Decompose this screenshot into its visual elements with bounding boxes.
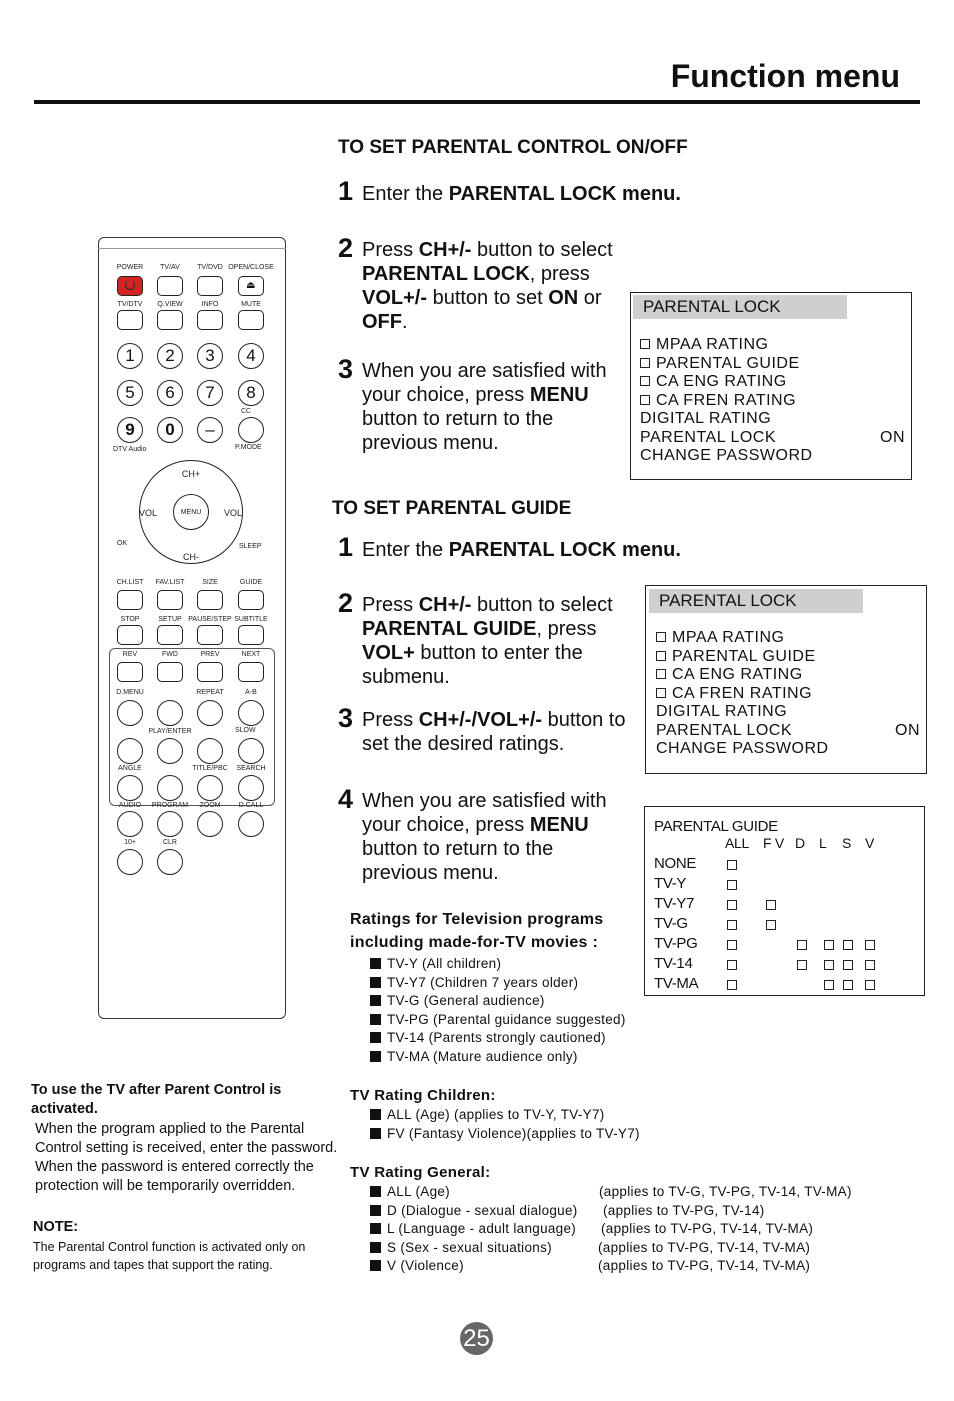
checkbox-icon [656, 669, 666, 679]
remote-button[interactable] [157, 662, 183, 682]
power-icon [125, 280, 135, 290]
remote-label: INFO [201, 301, 219, 308]
guide-title: PARENTAL GUIDE [654, 818, 778, 835]
section-heading-guide: TO SET PARENTAL GUIDE [332, 498, 572, 519]
page-title: Function menu [670, 58, 900, 94]
parental-guide-box [644, 806, 925, 996]
remote-button[interactable] [157, 276, 183, 296]
remote-button[interactable] [197, 625, 223, 645]
remote-button[interactable] [157, 811, 183, 837]
list-item: TV-14 (Parents strongly cautioned) [370, 1029, 626, 1048]
list-item: ALL (Age) (applies to TV-G, TV-PG, TV-14, TV-MA) [370, 1183, 890, 1202]
bullet-icon [370, 1014, 381, 1025]
remote-button[interactable] [117, 849, 143, 875]
remote-button[interactable] [157, 310, 183, 330]
guide-checkbox[interactable] [766, 900, 776, 910]
remote-label: VOL [223, 508, 242, 518]
checkbox-icon [640, 376, 650, 386]
remote-label: STOP [120, 616, 140, 623]
children-list [370, 1106, 640, 1143]
remote-label: SETUP [158, 616, 182, 623]
digit-button[interactable]: 3 [197, 343, 223, 369]
remote-label: AUDIO [118, 802, 142, 809]
remote-button[interactable] [117, 700, 143, 726]
checkbox-icon [656, 632, 666, 642]
remote-label: SUBTITLE [234, 616, 268, 623]
guide-column-header: L [819, 835, 827, 851]
guide-column-header: D [795, 835, 805, 851]
bullet-icon [370, 1205, 381, 1216]
bullet-icon [370, 1242, 381, 1253]
remote-label: OK [117, 540, 128, 547]
bullet-icon [370, 1186, 381, 1197]
guide-checkbox[interactable] [727, 980, 737, 990]
remote-label: CH.LIST [116, 579, 144, 586]
bullet-icon [370, 1128, 381, 1139]
up-button[interactable] [157, 700, 183, 726]
remote-button[interactable] [238, 738, 264, 764]
bullet-icon [370, 1109, 381, 1120]
remote-label: CC [241, 408, 252, 415]
guide-checkbox[interactable] [824, 960, 834, 970]
remote-button[interactable] [117, 775, 143, 801]
remote-button[interactable] [157, 849, 183, 875]
step-number: 3 [338, 703, 354, 733]
bullet-icon [370, 1223, 381, 1234]
remote-label: 10+ [124, 839, 136, 846]
guide-row-label: TV-MA [654, 975, 699, 992]
remote-label: PAUSE/STEP [188, 616, 232, 623]
checkbox-icon [656, 688, 666, 698]
guide-column-header: V [865, 835, 875, 851]
remote-button[interactable] [238, 700, 264, 726]
remote-label: REPEAT [196, 689, 224, 696]
menu-item: PARENTAL GUIDE [656, 648, 920, 667]
left-note-heading: To use the TV after Parent Control is activated. [31, 1082, 282, 1117]
remote-button[interactable] [238, 276, 264, 296]
step-number: 1 [338, 176, 354, 206]
remote-label: TV/AV [160, 264, 180, 271]
remote-label: TITLE/PBC [192, 765, 228, 772]
checkbox-icon [640, 339, 650, 349]
note-label: NOTE: [33, 1219, 79, 1235]
menu-item: CHANGE PASSWORD [656, 740, 829, 757]
children-heading: TV Rating Children: [350, 1087, 496, 1104]
bullet-icon [370, 1032, 381, 1043]
step-text: When you are satisfied with your choice, press MENU button to return to the previous menu. [362, 360, 607, 454]
general-heading: TV Rating General: [350, 1164, 491, 1181]
guide-checkbox[interactable] [727, 960, 737, 970]
enter-button[interactable] [157, 738, 183, 764]
remote-label: OPEN/CLOSE [228, 264, 274, 271]
remote-label: FAV.LIST [155, 579, 185, 586]
page-number: 25 [460, 1322, 493, 1355]
remote-label: A-B [245, 689, 257, 696]
list-item: TV-G (General audience) [370, 992, 626, 1011]
remote-label: DTV Audio [113, 446, 147, 453]
remote-button[interactable] [197, 775, 223, 801]
guide-checkbox[interactable] [797, 940, 807, 950]
left-note-body: When the program applied to the Parental Control setting is received, enter the password. When the password is entered correctly the protection will be temporarily overridden. [35, 1121, 338, 1194]
digit-button[interactable]: 7 [197, 380, 223, 406]
list-item: ALL (Age) (applies to TV-Y, TV-Y7) [370, 1106, 640, 1125]
guide-row-label: NONE [654, 855, 697, 872]
remote-button[interactable] [117, 310, 143, 330]
remote-label: PREV [200, 651, 220, 658]
menu-item: CA ENG RATING [656, 666, 920, 685]
menu-item: MPAA RATING [656, 629, 920, 648]
remote-label: SLEEP [239, 543, 262, 550]
menu-item: CA ENG RATING [640, 373, 905, 392]
step-text: Enter the PARENTAL LOCK menu. [362, 183, 681, 205]
remote-button[interactable] [197, 310, 223, 330]
step-text: Press CH+/-/VOL+/- button to set the desired ratings. [362, 709, 626, 755]
menu-item: CA FREN RATING [640, 392, 905, 411]
remote-button[interactable] [197, 700, 223, 726]
remote-label: D.CALL [238, 802, 264, 809]
menu-item: DIGITAL RATING [640, 410, 772, 427]
step-number: 3 [338, 354, 354, 384]
remote-button[interactable] [238, 625, 264, 645]
note-body: The Parental Control function is activated only on programs and tapes that support the rating. [33, 1240, 306, 1272]
menu-item: PARENTAL GUIDE [640, 355, 905, 374]
bullet-icon [370, 1051, 381, 1062]
remote-label: CLR [162, 839, 177, 846]
bullet-icon [370, 958, 381, 969]
menu-box-header: PARENTAL LOCK [649, 589, 863, 613]
checkbox-icon [656, 651, 666, 661]
menu-item: CHANGE PASSWORD [640, 447, 813, 464]
guide-row-label: TV-Y7 [654, 895, 695, 912]
list-item: L (Language - adult language) (applies to TV-PG, TV-14, TV-MA) [370, 1220, 890, 1239]
remote-button[interactable] [117, 662, 143, 682]
remote-label: GUIDE [239, 579, 263, 586]
guide-checkbox[interactable] [727, 860, 737, 870]
list-item: FV (Fantasy Violence)(applies to TV-Y7) [370, 1125, 640, 1144]
guide-checkbox[interactable] [824, 940, 834, 950]
remote-control [98, 237, 286, 1019]
remote-button[interactable] [117, 590, 143, 610]
remote-label: SLOW [235, 727, 256, 734]
digit-button[interactable]: 4 [238, 343, 264, 369]
remote-top [98, 237, 286, 249]
remote-button[interactable] [117, 811, 143, 837]
remote-button[interactable] [117, 625, 143, 645]
guide-column-header: F V [763, 835, 784, 851]
list-item: TV-Y7 (Children 7 years older) [370, 974, 626, 993]
checkbox-icon [640, 395, 650, 405]
remote-label: REV [122, 651, 138, 658]
bullet-icon [370, 1260, 381, 1271]
title-rule [34, 100, 920, 104]
eject-icon: ⏏ [246, 280, 256, 291]
digit-button[interactable]: 8 [238, 380, 264, 406]
menu-item: CA FREN RATING [656, 685, 920, 704]
step-number: 1 [338, 532, 354, 562]
list-item: S (Sex - sexual situations) (applies to TV-PG, TV-14, TV-MA) [370, 1239, 890, 1258]
ratings-list [370, 955, 626, 1066]
parental-lock-menu-box-2 [645, 585, 927, 774]
guide-checkbox[interactable] [865, 980, 875, 990]
digit-button[interactable]: 2 [157, 343, 183, 369]
guide-row-label: TV-PG [654, 935, 698, 952]
list-item: TV-MA (Mature audience only) [370, 1048, 626, 1067]
general-list [370, 1183, 890, 1276]
bullet-icon [370, 995, 381, 1006]
guide-checkbox[interactable] [824, 980, 834, 990]
menu-item-lock: PARENTAL LOCK ON [640, 428, 905, 446]
checkbox-icon [640, 358, 650, 368]
remote-label: Q.VIEW [157, 301, 183, 308]
guide-column-header: ALL [725, 835, 750, 851]
guide-checkbox[interactable] [843, 980, 853, 990]
cc-button[interactable] [238, 417, 264, 443]
remote-button[interactable] [197, 811, 223, 837]
remote-label: CH- [183, 552, 199, 562]
remote-label: D.MENU [116, 689, 144, 696]
step-number: 2 [338, 233, 354, 263]
step-text: When you are satisfied with your choice, press MENU button to return to the previous menu. [362, 790, 607, 884]
step-number: 2 [338, 588, 354, 618]
remote-label: FWD [162, 651, 178, 658]
menu-item: MPAA RATING [640, 336, 905, 355]
remote-label: TV/DVD [197, 264, 223, 271]
menu-item-lock: PARENTAL LOCK ON [656, 721, 920, 739]
ratings-heading: including made-for-TV movies : [350, 934, 599, 951]
remote-label: TV/DTV [117, 301, 143, 308]
ratings-heading: Ratings for Television programs [350, 911, 604, 928]
list-item: TV-PG (Parental guidance suggested) [370, 1011, 626, 1030]
digit-button[interactable]: 0 [157, 417, 183, 443]
menu-box-header: PARENTAL LOCK [633, 295, 847, 319]
list-item: V (Violence) (applies to TV-PG, TV-14, TV-MA) [370, 1257, 890, 1276]
guide-checkbox[interactable] [727, 880, 737, 890]
remote-label: MENU [180, 509, 202, 516]
remote-button[interactable] [197, 590, 223, 610]
remote-label: SIZE [202, 579, 218, 586]
right-button[interactable] [197, 738, 223, 764]
step-number: 4 [338, 784, 354, 814]
step-text: Press CH+/- button to select PARENTAL GUIDE, press VOL+ button to enter the submenu. [362, 594, 613, 688]
step-text: Press CH+/- button to select PARENTAL LOCK, press VOL+/- button to set ON or OFF. [362, 239, 613, 333]
guide-checkbox[interactable] [865, 940, 875, 950]
remote-button[interactable] [238, 775, 264, 801]
digit-button[interactable]: 1 [117, 343, 143, 369]
remote-label: PROGRAM [151, 802, 189, 809]
guide-checkbox[interactable] [865, 960, 875, 970]
guide-row-label: TV-Y [654, 875, 687, 892]
remote-label: CH+ [181, 469, 201, 479]
section-heading-on-off: TO SET PARENTAL CONTROL ON/OFF [338, 137, 688, 158]
dash-button[interactable]: – [197, 417, 223, 443]
remote-button[interactable] [157, 590, 183, 610]
guide-checkbox[interactable] [766, 920, 776, 930]
guide-column-header: S [842, 835, 852, 851]
guide-row-label: TV-G [654, 915, 688, 932]
list-item: D (Dialogue - sexual dialogue) (applies to TV-PG, TV-14) [370, 1202, 890, 1221]
remote-label: NEXT [241, 651, 261, 658]
digit-button[interactable]: 6 [157, 380, 183, 406]
parental-lock-menu-box [630, 292, 912, 480]
remote-button[interactable] [238, 590, 264, 610]
down-button[interactable] [157, 775, 183, 801]
guide-checkbox[interactable] [843, 940, 853, 950]
remote-label: SEARCH [236, 765, 266, 772]
remote-label: ZOOM [199, 802, 221, 809]
remote-button[interactable] [197, 276, 223, 296]
menu-item: DIGITAL RATING [656, 703, 788, 720]
guide-checkbox[interactable] [727, 920, 737, 930]
step-text: Enter the PARENTAL LOCK menu. [362, 539, 681, 561]
digit-button[interactable]: 9 [117, 417, 143, 443]
remote-label: PLAY/ENTER [148, 728, 192, 735]
remote-button[interactable] [157, 625, 183, 645]
remote-button[interactable] [238, 811, 264, 837]
remote-label: MUTE [241, 301, 261, 308]
list-item: TV-Y (All children) [370, 955, 626, 974]
guide-checkbox[interactable] [727, 940, 737, 950]
remote-button[interactable] [197, 662, 223, 682]
guide-checkbox[interactable] [843, 960, 853, 970]
remote-label: VOL [138, 508, 157, 518]
remote-label: POWER [116, 264, 144, 271]
guide-row-label: TV-14 [654, 955, 693, 972]
left-button[interactable] [117, 738, 143, 764]
guide-checkbox[interactable] [727, 900, 737, 910]
remote-button[interactable] [238, 310, 264, 330]
remote-label: ANGLE [118, 765, 142, 772]
power-button[interactable] [117, 276, 143, 296]
remote-label: P.MODE [235, 444, 262, 451]
remote-button[interactable] [238, 662, 264, 682]
bullet-icon [370, 977, 381, 988]
guide-checkbox[interactable] [797, 960, 807, 970]
digit-button[interactable]: 5 [117, 380, 143, 406]
